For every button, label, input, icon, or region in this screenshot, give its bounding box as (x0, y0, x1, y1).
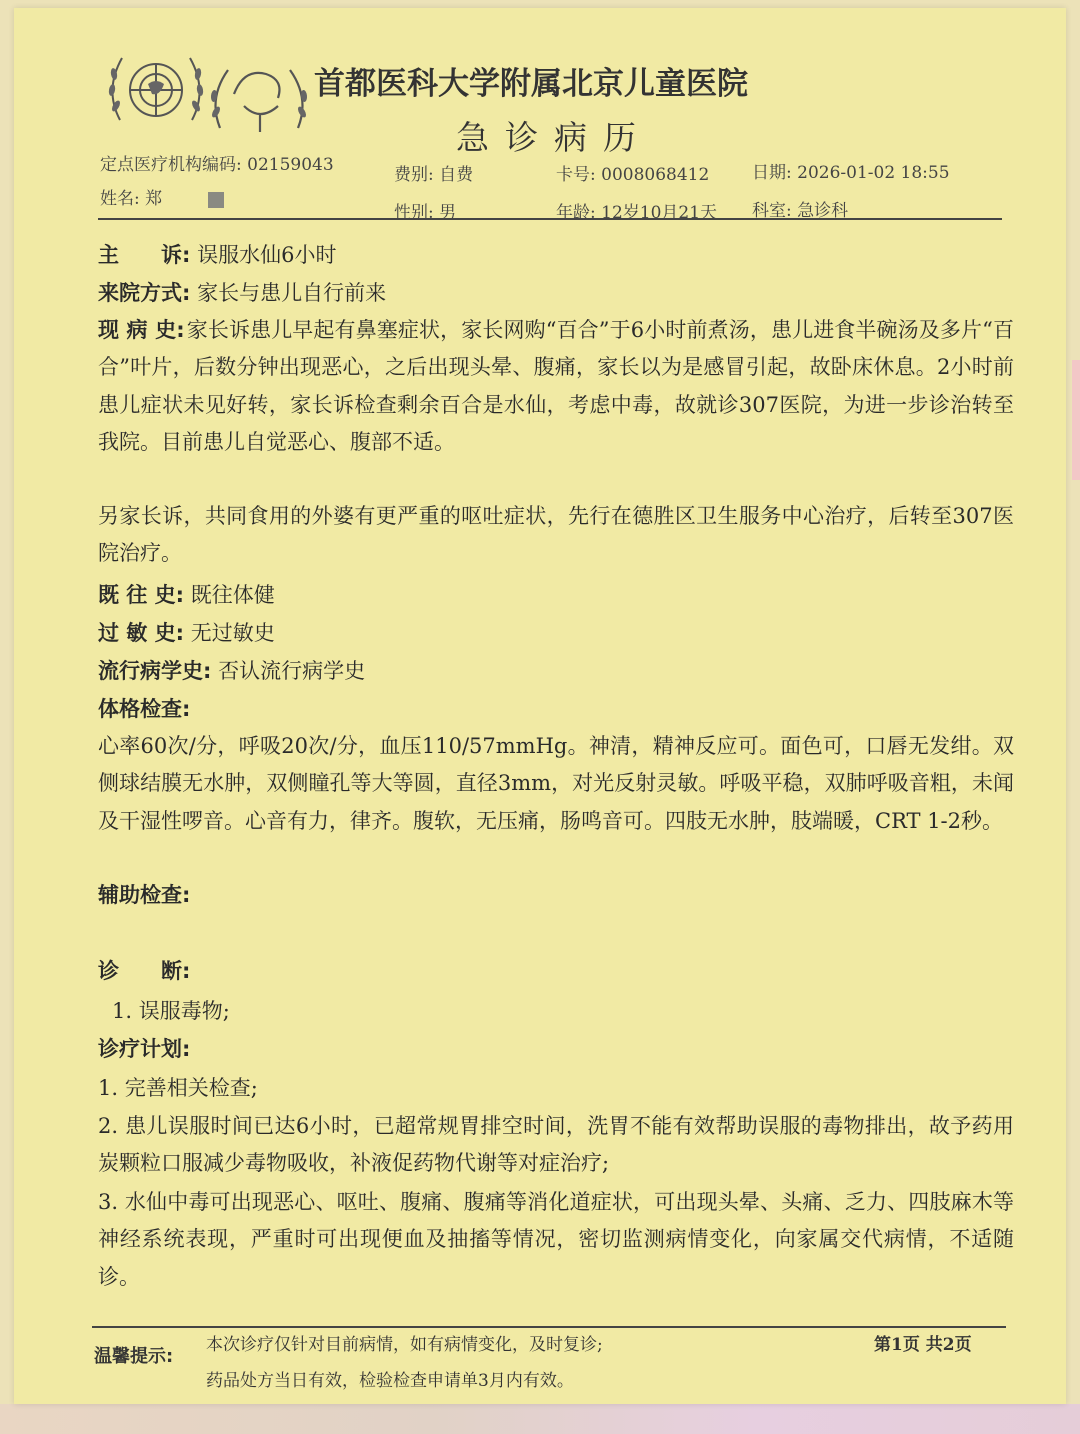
allergy-history-text: 无过敏史 (190, 621, 275, 645)
allergy-history-row (98, 614, 275, 652)
present-illness-additional: 另家长诉，共同食用的外婆有更严重的呕吐症状，先行在德胜区卫生服务中心治疗，后转至307医院治疗。 (98, 504, 1014, 566)
physical-exam-label: 体格检查: (98, 697, 191, 721)
auxiliary-exam-label: 辅助检查: (98, 883, 191, 907)
epidemiology-label: 流行病学史: (98, 659, 212, 683)
auxiliary-exam-row (98, 876, 190, 914)
visit-date: 日期: 2026-01-02 18:55 (752, 163, 950, 183)
hospital-emblem-logo (204, 54, 314, 144)
chief-complaint-label: 主 诉: (98, 243, 191, 267)
diagnosis-item: 1. 误服毒物; (112, 999, 230, 1023)
footer-divider (92, 1326, 1006, 1328)
allergy-history-label: 过 敏 史: (98, 621, 185, 645)
header-divider (98, 218, 1002, 220)
chief-complaint-text: 误服水仙6小时 (197, 243, 337, 267)
un-emblem-logo (100, 44, 212, 136)
name-redaction (208, 192, 224, 208)
past-history-label: 既 往 史: (98, 583, 185, 607)
physical-exam-text: 心率60次/分，呼吸20次/分，血压110/57mmHg。神清，精神反应可。面色可，口唇无发绀。双侧球结膜无水肿，双侧瞳孔等大等圆，直径3mm，对光反射灵敏。呼吸平稳，双肺呼吸音粗，未闻及干湿性啰音。心音有力，律齐。腹软，无压痛，肠鸣音可。四肢无水肿，肢端暖，CRT 1-2秒。 (98, 734, 1014, 833)
patient-name: 姓名: 郑 (100, 184, 224, 209)
patient-age: 年龄: 12岁10月21天 (556, 203, 718, 223)
facility-code: 定点医疗机构编码: 02159043 (100, 155, 334, 175)
tip-line-1: 本次诊疗仅针对目前病情，如有病情变化，及时复诊; (206, 1335, 603, 1355)
past-history-row (98, 576, 275, 614)
epidemiology-text: 否认流行病学史 (218, 659, 366, 683)
present-illness-paragraph (98, 312, 1014, 462)
treatment-plan-item-2: 2. 患儿误服时间已达6小时，已超常规胃排空时间，洗胃不能有效帮助误服的毒物排出，故予药用炭颗粒口服减少毒物吸收，补液促药物代谢等对症治疗; (98, 1114, 1014, 1176)
diagnosis-label: 诊 断: (98, 959, 191, 983)
treatment-plan-item-1: 1. 完善相关检查; (98, 1076, 258, 1100)
card-number: 卡号: 0008068412 (556, 165, 710, 185)
present-illness-label: 现 病 史: (98, 318, 185, 342)
treatment-plan-item-3: 3. 水仙中毒可出现恶心、呕吐、腹痛、腹痛等消化道症状，可出现头晕、头痛、乏力、四肢麻木等神经系统表现，严重时可出现便血及抽搐等情况，密切监测病情变化，向家属交代病情，不适随诊。 (98, 1190, 1014, 1289)
physical-exam-label-row (98, 690, 190, 728)
background-strip (0, 1404, 1080, 1434)
treatment-plan-label: 诊疗计划: (98, 1037, 191, 1061)
arrival-mode-text: 家长与患儿自行前来 (197, 281, 387, 305)
hospital-name: 首都医科大学附属北京儿童医院 (314, 66, 748, 102)
document-title: 急诊病历 (456, 118, 652, 157)
background-edge (1072, 360, 1080, 480)
fee-type: 费别: 自费 (394, 165, 474, 185)
patient-gender: 性别: 男 (394, 203, 457, 223)
epidemiology-row (98, 652, 365, 690)
past-history-text: 既往体健 (190, 583, 275, 607)
arrival-mode-row (98, 274, 386, 312)
tip-line-2: 药品处方当日有效，检验检查申请单3月内有效。 (206, 1371, 574, 1391)
diagnosis-row (98, 952, 190, 990)
medical-record-sheet (14, 8, 1066, 1404)
arrival-mode-label: 来院方式: (98, 281, 191, 305)
present-illness-text: 家长诉患儿早起有鼻塞症状，家长网购“百合”于6小时前煮汤，患儿进食半碗汤及多片“百合”叶片，后数分钟出现恶心，之后出现头晕、腹痛，家长以为是感冒引起，故卧床休息。2小时前患儿症状未见好转，家长诉检查剩余百合是水仙，考虑中毒，故就诊307医院，为进一步诊治转至我院。目前患儿自觉恶心、腹部不适。 (98, 318, 1014, 455)
treatment-plan-row (98, 1030, 190, 1068)
department: 科室: 急诊科 (752, 201, 849, 221)
page-info: 第1页 共2页 (874, 1335, 972, 1355)
chief-complaint-row (98, 236, 336, 274)
tip-label: 温馨提示: (94, 1346, 174, 1367)
